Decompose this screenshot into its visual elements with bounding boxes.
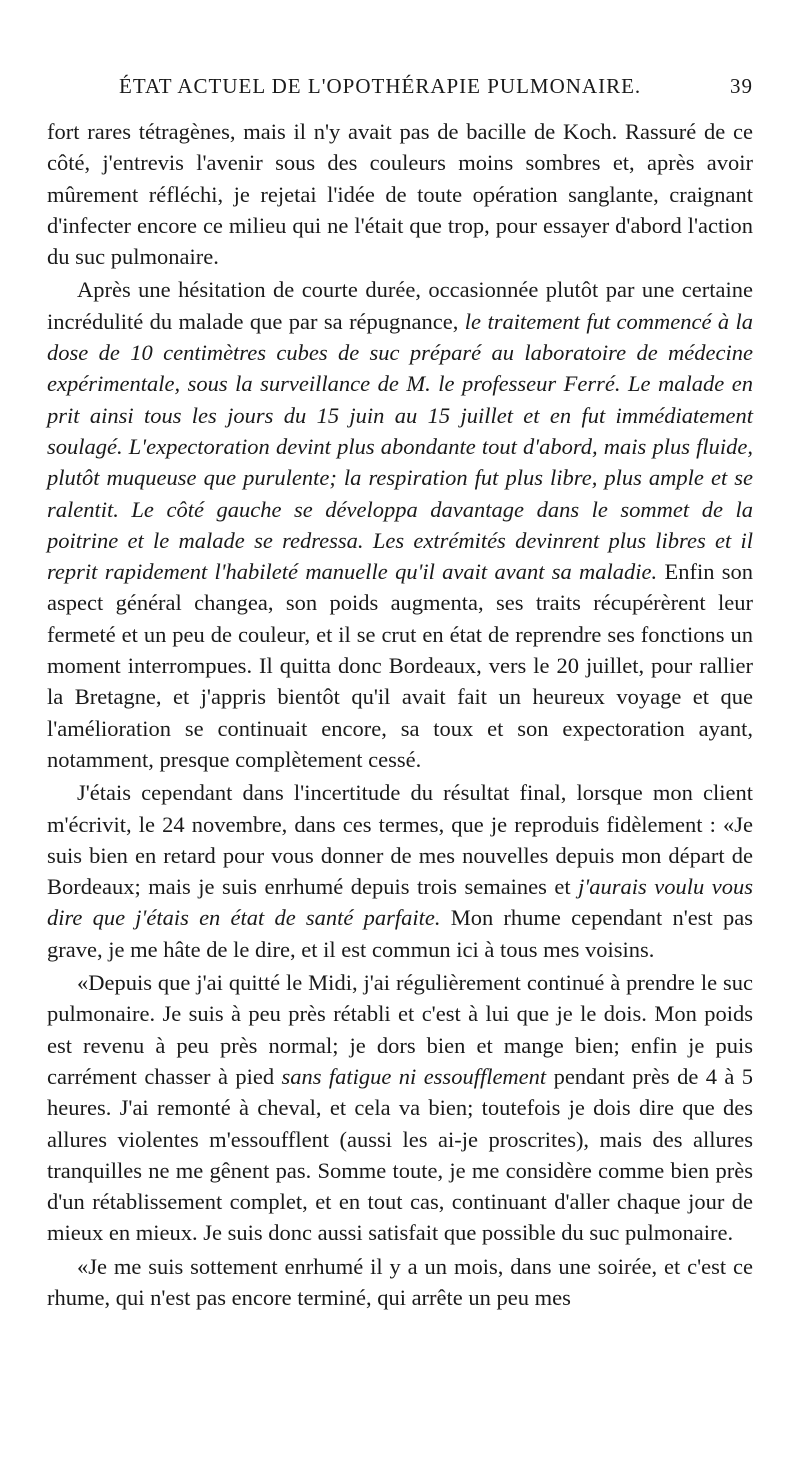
paragraph (47, 116, 753, 272)
paragraph (47, 967, 753, 1249)
paragraph (47, 777, 753, 965)
text-run: «Depuis que j'ai quitté le Midi, j'ai régulièrement continué à prendre le suc pulmonaire. Je suis à peu près rétabli et c'est à lui que je le dois. Mon poids est revenu à peu près normal; je dors bien et mange bien; enfin je puis carrément chasser à pied (47, 970, 753, 1089)
running-title: ÉTAT ACTUEL DE L'OPOTHÉRAPIE PULMONAIRE. (119, 74, 642, 98)
italic-run: sans fatigue ni essoufflement (281, 1063, 547, 1089)
paragraph (47, 1251, 753, 1314)
page-number: 39 (730, 74, 753, 98)
text-run: «Je me suis sottement enrhumé il y a un mois, dans une soirée, et c'est ce rhume, qui n'est pas encore terminé, qui arrête un peu mes (47, 1253, 753, 1310)
text-run: Mon rhume cependant n'est pas grave, je me hâte de le dire, et il est commun ici à tous mes voisins. (47, 905, 753, 962)
paragraph (47, 274, 753, 775)
text-run: Après une hésitation de courte durée, occasionnée plutôt par une certaine incrédulité du malade que par sa répugnance, (47, 277, 753, 334)
text-run: fort rares tétragènes, mais il n'y avait pas de bacille de Koch. Rassuré de ce côté, j'entrevis l'avenir sous des couleurs moins sombres et, après avoir mûrement réfléchi, je rejetai l'idée de toute opération sanglante, craignant d'infecter encore ce milieu qui ne l'était que trop, pour essayer d'abord l'action du suc pulmonaire. (47, 119, 753, 270)
italic-run: j'aurais voulu vous dire que j'étais en état de santé parfaite. (47, 874, 753, 931)
text-run: J'étais cependant dans l'incertitude du résultat final, lorsque mon client m'écrivit, le 24 novembre, dans ces termes, que je reproduis fidèlement : «Je suis bien en retard pour vous donner de mes nouvelles depuis mon départ de Bordeaux; mais je suis enrhumé depuis trois semaines et (47, 780, 753, 900)
italic-run: le traitement fut commencé à la dose de 10 centimètres cubes de suc préparé au laboratoire de médecine expérimentale, sous la surveillance de M. le professeur Ferré. Le malade en prit ainsi tous les jours du 15 juin au 15 juillet et en fut immédiatement soulagé. L'expectoration devint plus abondante tout d'abord, mais plus fluide, plutôt muqueuse que purulente; la respiration fut plus libre, plus ample et se ralentit. Le côté gauche se développa davantage dans le sommet de la poitrine et le malade se redressa. Les extrémités devinrent plus libres et il reprit rapidement l'habileté manuelle qu'il avait avant sa maladie. (47, 308, 753, 585)
body-text (47, 116, 753, 1313)
text-run: Enfin son aspect général changea, son poids augmenta, ses traits récupérèrent leur fermeté et un peu de couleur, et il se crut en état de reprendre ses fonctions un moment interrompues. Il quitta donc Bordeaux, vers le 20 juillet, pour rallier la Bretagne, et j'appris bientôt qu'il avait fait un heureux voyage et que l'amélioration se continuait encore, sa toux et son expectoration ayant, notamment, presque complètement cessé. (47, 559, 754, 772)
text-run: pendant près de 4 à 5 heures. J'ai remonté à cheval, et cela va bien; toutefois je dois dire que des allures violentes m'essoufflent (aussi les ai-je proscrites), mais des allures tranquilles ne me gênent pas. Somme toute, je me considère comme bien près d'un rétablissement complet, et en tout cas, continuant d'aller chaque jour de mieux en mieux. Je suis donc aussi satisfait que possible du suc pulmonaire. (47, 1063, 754, 1246)
running-head (47, 74, 753, 106)
